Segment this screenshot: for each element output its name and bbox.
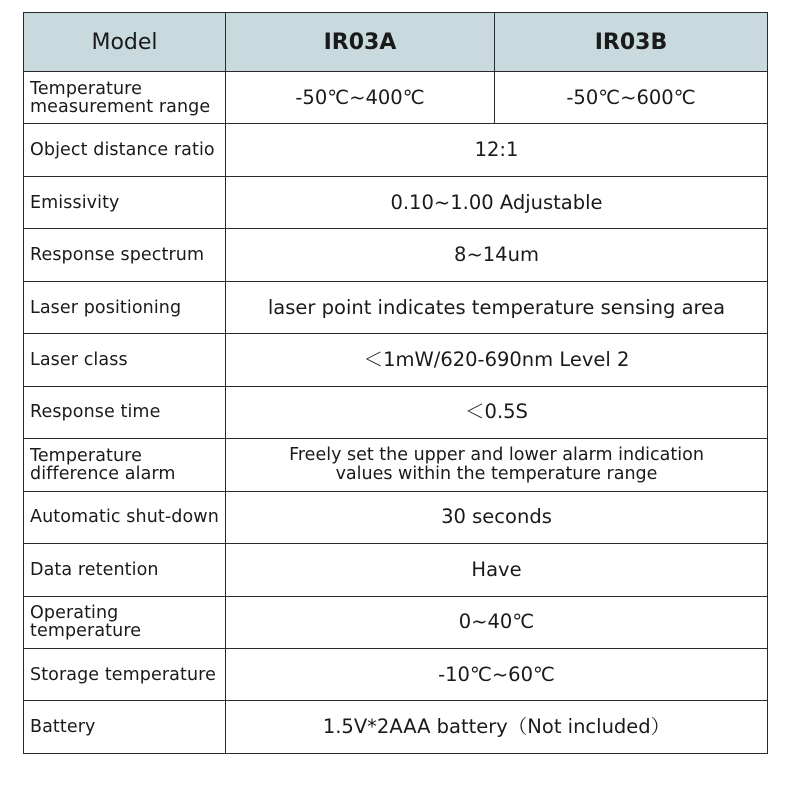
row-value: 30 seconds <box>226 491 768 543</box>
table-row <box>24 72 768 124</box>
row-label: Temperature measurement range <box>24 72 226 124</box>
table-row <box>24 176 768 228</box>
row-label: Temperature difference alarm <box>24 439 226 491</box>
row-value: ＜1mW/620-690nm Level 2 <box>226 334 768 386</box>
table-row <box>24 124 768 176</box>
row-label: Laser positioning <box>24 281 226 333</box>
table-row <box>24 281 768 333</box>
header-row <box>24 13 768 72</box>
row-label: Response time <box>24 386 226 438</box>
row-value: 12:1 <box>226 124 768 176</box>
row-label: Automatic shut-down <box>24 491 226 543</box>
header-product-a: IR03A <box>226 13 495 72</box>
row-value-b: -50℃~600℃ <box>495 72 768 124</box>
row-label: Storage temperature <box>24 648 226 700</box>
row-value: ＜0.5S <box>226 386 768 438</box>
row-label: Data retention <box>24 544 226 596</box>
row-value: Freely set the upper and lower alarm indication values within the temperature range <box>226 439 768 491</box>
table-row <box>24 386 768 438</box>
row-label: Response spectrum <box>24 229 226 281</box>
row-value: 8~14um <box>226 229 768 281</box>
row-value: laser point indicates temperature sensing area <box>226 281 768 333</box>
table-row <box>24 596 768 648</box>
row-value: -10℃~60℃ <box>226 648 768 700</box>
table-row <box>24 701 768 754</box>
row-label: Operating temperature <box>24 596 226 648</box>
header-product-b: IR03B <box>495 13 768 72</box>
table-row <box>24 229 768 281</box>
row-value: 0~40℃ <box>226 596 768 648</box>
row-label: Battery <box>24 701 226 754</box>
row-value: 0.10~1.00 Adjustable <box>226 176 768 228</box>
table-row <box>24 544 768 596</box>
spec-table <box>23 12 768 754</box>
table-row <box>24 648 768 700</box>
table-row <box>24 334 768 386</box>
table-row <box>24 491 768 543</box>
row-label: Object distance ratio <box>24 124 226 176</box>
table-row <box>24 439 768 491</box>
row-value-a: -50℃~400℃ <box>226 72 495 124</box>
row-label: Laser class <box>24 334 226 386</box>
row-value: 1.5V*2AAA battery（Not included） <box>226 701 768 754</box>
header-model: Model <box>24 13 226 72</box>
row-value: Have <box>226 544 768 596</box>
row-label: Emissivity <box>24 176 226 228</box>
